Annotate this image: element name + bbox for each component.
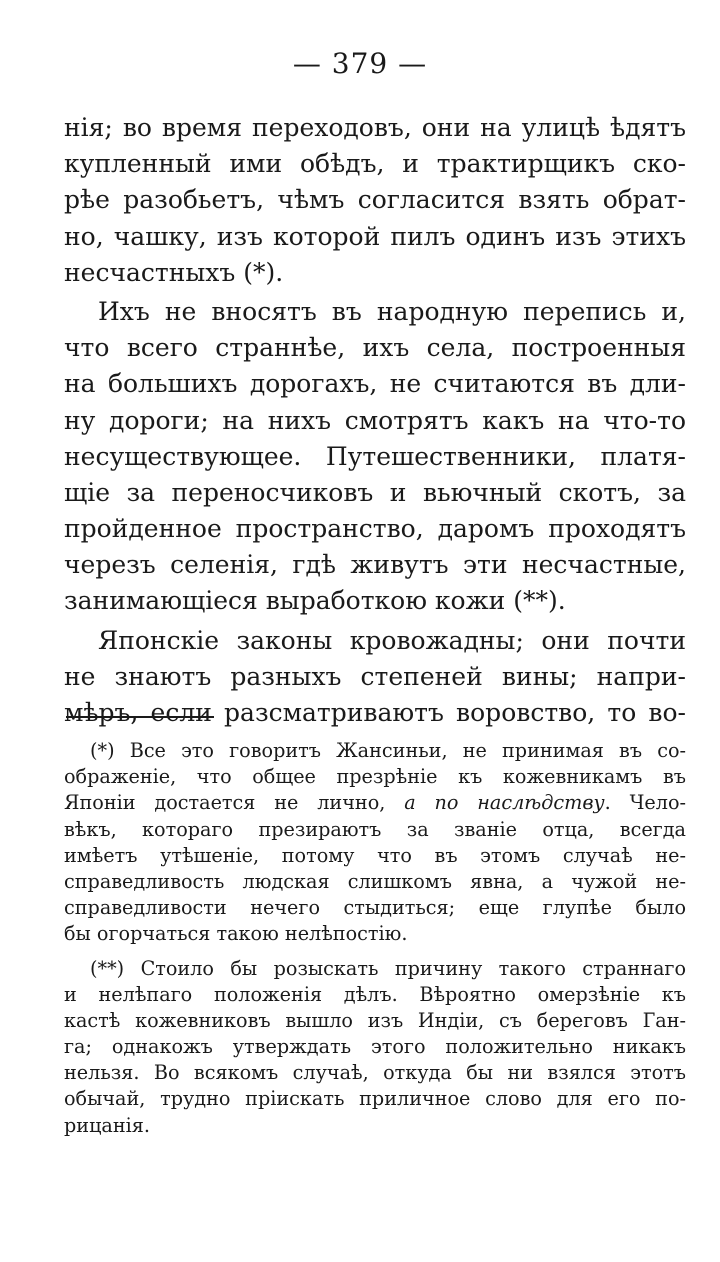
footnote-line: и нелѣпаго положенія дѣлъ. Вѣроятно омерзѣніе къ xyxy=(64,982,686,1006)
text-line: на большихъ дорогахъ, не считаются въ дли- xyxy=(64,369,686,399)
text-line: что всего страннѣе, ихъ села, построенныя xyxy=(64,333,686,363)
footnote-line: (*) Все это говоритъ Жансиньи, не принимая въ со- xyxy=(90,739,686,762)
text-line: черезъ селенія, гдѣ живутъ эти несчастные, xyxy=(64,550,686,580)
footnote-line: бы огорчаться такою нелѣпостію. xyxy=(64,922,408,946)
footnotes xyxy=(64,738,686,1139)
text-line: щіе за переносчиковъ и вьючный скотъ, за xyxy=(64,477,686,507)
main-text-body xyxy=(64,110,686,731)
footnote-line: имѣетъ утѣшеніе, потому что въ этомъ случаѣ не- xyxy=(64,843,686,867)
text-line: несчастныхъ (*). xyxy=(64,257,284,287)
footnote-line: (**) Стоило бы розыскать причину такого страннаго xyxy=(90,956,686,980)
footnote-1 xyxy=(64,738,686,948)
text-line: пройденное пространство, даромъ проходятъ xyxy=(64,514,686,544)
text-line: но, чашку, изъ которой пилъ одинъ изъ этихъ xyxy=(64,221,686,251)
text-line: купленный ими обѣдъ, и трактирщикъ ско- xyxy=(64,149,686,179)
text-line: занимающіеся выработкою кожи (**). xyxy=(64,586,566,616)
paragraph xyxy=(64,294,686,620)
footnote-line: Японіи достается не лично, а по наслѣдству. Чело- xyxy=(64,791,687,815)
footnote-line: кастѣ кожевниковъ вышло изъ Индіи, съ береговъ Ган- xyxy=(64,1008,686,1032)
text-line: мѣръ, если разсматриваютъ воровство, то во- xyxy=(64,698,686,727)
paragraph xyxy=(64,110,686,291)
footnote-separator xyxy=(66,716,214,718)
footnote-line: нельзя. Во всякомъ случаѣ, откуда бы ни взялся этотъ xyxy=(64,1061,686,1085)
footnote-line: справедливость людская слишкомъ явна, а чужой не- xyxy=(64,869,686,893)
italic-phrase: а по наслѣдству xyxy=(404,791,605,815)
footnote-line: рицанія. xyxy=(64,1113,150,1137)
paragraph xyxy=(64,623,686,732)
footnote-line: га; однакожъ утверждать этого положительно никакъ xyxy=(64,1035,686,1059)
text-line: ну дороги; на нихъ смотрятъ какъ на что-то xyxy=(64,405,686,435)
footnote-line: справедливости нечего стыдиться; еще глупѣе было xyxy=(64,896,686,920)
text-line: нія; во время переходовъ, они на улицѣ ѣдятъ xyxy=(64,113,686,142)
page-number: — 379 — xyxy=(292,47,428,80)
text-line: Японскіе законы кровожадны; они почти xyxy=(98,625,686,655)
footnote-2 xyxy=(64,956,686,1139)
footnote-line: ображеніе, что общее презрѣніе къ кожевникамъ въ xyxy=(64,765,686,789)
footnote-line: обычай, трудно пріискать приличное слово для его по- xyxy=(64,1087,686,1111)
text-line: не знаютъ разныхъ степеней вины; напри- xyxy=(64,661,686,691)
footnote-line: вѣкъ, котораго презираютъ за званіе отца, всегда xyxy=(64,817,686,841)
text-line: Ихъ не вносятъ въ народную перепись и, xyxy=(98,296,686,326)
text-line: несуществующее. Путешественники, платя- xyxy=(64,441,686,471)
text-line: рѣе разобьетъ, чѣмъ согласится взять обрат- xyxy=(64,185,686,215)
